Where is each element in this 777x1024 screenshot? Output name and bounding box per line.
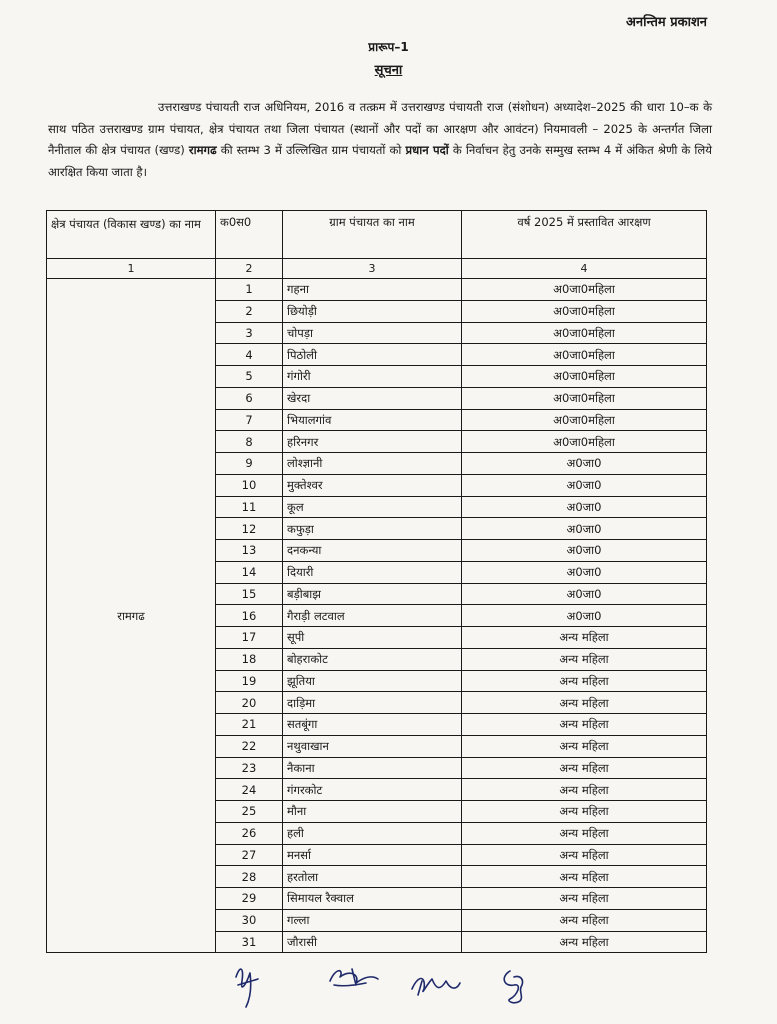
reservation-cell: अ0जा0महिला (462, 431, 707, 453)
gram-panchayat-cell: छियोड़ी (283, 300, 462, 322)
serial-number-cell: 2 (216, 300, 283, 322)
gram-panchayat-cell: नथुवाखान (283, 735, 462, 757)
reservation-cell: अन्य महिला (462, 648, 707, 670)
serial-number-cell: 12 (216, 518, 283, 540)
serial-number-cell: 16 (216, 605, 283, 627)
gram-panchayat-cell: भियालगांव (283, 409, 462, 431)
reservation-cell: अ0जा0 (462, 518, 707, 540)
gram-panchayat-cell: कूल (283, 496, 462, 518)
gram-panchayat-cell: मौना (283, 801, 462, 823)
header-block-name: क्षेत्र पंचायत (विकास खण्ड) का नाम (47, 211, 216, 259)
gram-panchayat-cell: चोपड़ा (283, 322, 462, 344)
gram-panchayat-cell: दाड़िमा (283, 692, 462, 714)
column-number: 3 (283, 259, 462, 279)
reservation-cell: अ0जा0 (462, 540, 707, 562)
reservation-cell: अन्य महिला (462, 909, 707, 931)
serial-number-cell: 25 (216, 801, 283, 823)
reservation-cell: अन्य महिला (462, 801, 707, 823)
serial-number-cell: 28 (216, 866, 283, 888)
serial-number-cell: 13 (216, 540, 283, 562)
gram-panchayat-cell: पिठोली (283, 344, 462, 366)
serial-number-cell: 3 (216, 322, 283, 344)
serial-number-cell: 18 (216, 648, 283, 670)
gram-panchayat-cell: गैराड़ी लटवाल (283, 605, 462, 627)
gram-panchayat-cell: झूतिया (283, 670, 462, 692)
serial-number-cell: 29 (216, 888, 283, 910)
serial-number-cell: 23 (216, 757, 283, 779)
notice-title: सूचना (374, 63, 403, 78)
paragraph-text-2: की स्तम्भ 3 में उल्लिखित ग्राम पंचायतों को (220, 143, 402, 157)
reservation-cell: अन्य महिला (462, 670, 707, 692)
gram-panchayat-cell: बड़ीबाझ (283, 583, 462, 605)
reservation-cell: अन्य महिला (462, 714, 707, 736)
gram-panchayat-cell: सिमायल रैक्वाल (283, 888, 462, 910)
signature-1 (236, 969, 258, 1007)
paragraph-bold-block: रामगढ (188, 143, 217, 157)
serial-number-cell: 22 (216, 735, 283, 757)
gram-panchayat-cell: गल्ला (283, 909, 462, 931)
block-name-cell: रामगढ (47, 279, 216, 953)
reservation-cell: अन्य महिला (462, 866, 707, 888)
gram-panchayat-cell: हरतोला (283, 866, 462, 888)
signatures (0, 955, 777, 1015)
paragraph-text-3: के निर्वाचन हेतु उनके सम्मुख स्तम्भ 4 में अंकित श्रेणी के लिये आरक्षित किया जाता है। (48, 143, 712, 179)
gram-panchayat-cell: लोश्ज्ञानी (283, 453, 462, 475)
gram-panchayat-cell: दियारी (283, 561, 462, 583)
gram-panchayat-cell: गंगरकोट (283, 779, 462, 801)
reservation-cell: अ0जा0महिला (462, 366, 707, 388)
serial-number-cell: 9 (216, 453, 283, 475)
reservation-table (46, 210, 707, 953)
paragraph-text-1: उत्तराखण्ड पंचायती राज अधिनियम, 2016 व तत्क्रम में उत्तराखण्ड पंचायती राज (संशोधन) अध्यादेश–2025 की धारा 10–क के साथ पठित उत्तराखण्ड ग्राम पंचायत, क्षेत्र पंचायत तथा जिला पंचायत (स्थानों और पदों का आरक्षण और आवंटन) नियमावली – 2025 के अन्तर्गत जिला नैनीताल की क्षेत्र पंचायत (खण्ड) (48, 100, 712, 157)
gram-panchayat-cell: हरिनगर (283, 431, 462, 453)
reservation-cell: अ0जा0महिला (462, 344, 707, 366)
serial-number-cell: 6 (216, 387, 283, 409)
serial-number-cell: 19 (216, 670, 283, 692)
paragraph-bold-post: प्रधान पदों (405, 143, 449, 157)
gram-panchayat-cell: सतबूंगा (283, 714, 462, 736)
gram-panchayat-cell: सूपी (283, 627, 462, 649)
column-number: 4 (462, 259, 707, 279)
gram-panchayat-cell: मनर्सा (283, 844, 462, 866)
gram-panchayat-cell: गहना (283, 279, 462, 301)
header-serial-number: क0स0 (216, 211, 283, 259)
serial-number-cell: 4 (216, 344, 283, 366)
serial-number-cell: 11 (216, 496, 283, 518)
gram-panchayat-cell: हली (283, 822, 462, 844)
reservation-cell: अ0जा0 (462, 453, 707, 475)
reservation-cell: अ0जा0महिला (462, 279, 707, 301)
reservation-cell: अन्य महिला (462, 779, 707, 801)
reservation-cell: अ0जा0 (462, 583, 707, 605)
reservation-cell: अ0जा0 (462, 496, 707, 518)
table-column-number-row (47, 259, 707, 279)
table-row (47, 279, 707, 301)
gram-panchayat-cell: दनकन्या (283, 540, 462, 562)
reservation-cell: अ0जा0महिला (462, 387, 707, 409)
reservation-cell: अन्य महिला (462, 757, 707, 779)
reservation-cell: अ0जा0 (462, 605, 707, 627)
reservation-cell: अ0जा0महिला (462, 300, 707, 322)
serial-number-cell: 17 (216, 627, 283, 649)
serial-number-cell: 30 (216, 909, 283, 931)
reservation-cell: अन्य महिला (462, 692, 707, 714)
signature-2 (330, 969, 378, 986)
reservation-cell: अ0जा0 (462, 561, 707, 583)
reservation-cell: अन्य महिला (462, 888, 707, 910)
provisional-publication-label: अनन्तिम प्रकाशन (625, 15, 707, 30)
header-reservation: वर्ष 2025 में प्रस्तावित आरक्षण (462, 211, 707, 259)
serial-number-cell: 26 (216, 822, 283, 844)
gram-panchayat-cell: बोहराकोट (283, 648, 462, 670)
serial-number-cell: 1 (216, 279, 283, 301)
gram-panchayat-cell: गंगोरी (283, 366, 462, 388)
serial-number-cell: 20 (216, 692, 283, 714)
notice-paragraph (48, 97, 712, 183)
form-number: प्रारूप–1 (368, 40, 409, 54)
serial-number-cell: 14 (216, 561, 283, 583)
reservation-cell: अ0जा0महिला (462, 322, 707, 344)
column-number: 1 (47, 259, 216, 279)
gram-panchayat-cell: मुक्तेश्वर (283, 474, 462, 496)
reservation-cell: अन्य महिला (462, 735, 707, 757)
gram-panchayat-cell: कफुड़ा (283, 518, 462, 540)
header-gram-panchayat: ग्राम पंचायत का नाम (283, 211, 462, 259)
reservation-cell: अन्य महिला (462, 931, 707, 953)
serial-number-cell: 31 (216, 931, 283, 953)
serial-number-cell: 8 (216, 431, 283, 453)
reservation-cell: अन्य महिला (462, 844, 707, 866)
serial-number-cell: 10 (216, 474, 283, 496)
serial-number-cell: 7 (216, 409, 283, 431)
reservation-cell: अन्य महिला (462, 822, 707, 844)
reservation-cell: अ0जा0 (462, 474, 707, 496)
serial-number-cell: 15 (216, 583, 283, 605)
column-number: 2 (216, 259, 283, 279)
serial-number-cell: 24 (216, 779, 283, 801)
table-header-row (47, 211, 707, 259)
serial-number-cell: 27 (216, 844, 283, 866)
reservation-cell: अन्य महिला (462, 627, 707, 649)
gram-panchayat-cell: खेरदा (283, 387, 462, 409)
signature-4 (504, 971, 522, 1003)
gram-panchayat-cell: नैकाना (283, 757, 462, 779)
signature-3 (412, 979, 460, 996)
serial-number-cell: 21 (216, 714, 283, 736)
reservation-cell: अ0जा0महिला (462, 409, 707, 431)
gram-panchayat-cell: जौरासी (283, 931, 462, 953)
serial-number-cell: 5 (216, 366, 283, 388)
